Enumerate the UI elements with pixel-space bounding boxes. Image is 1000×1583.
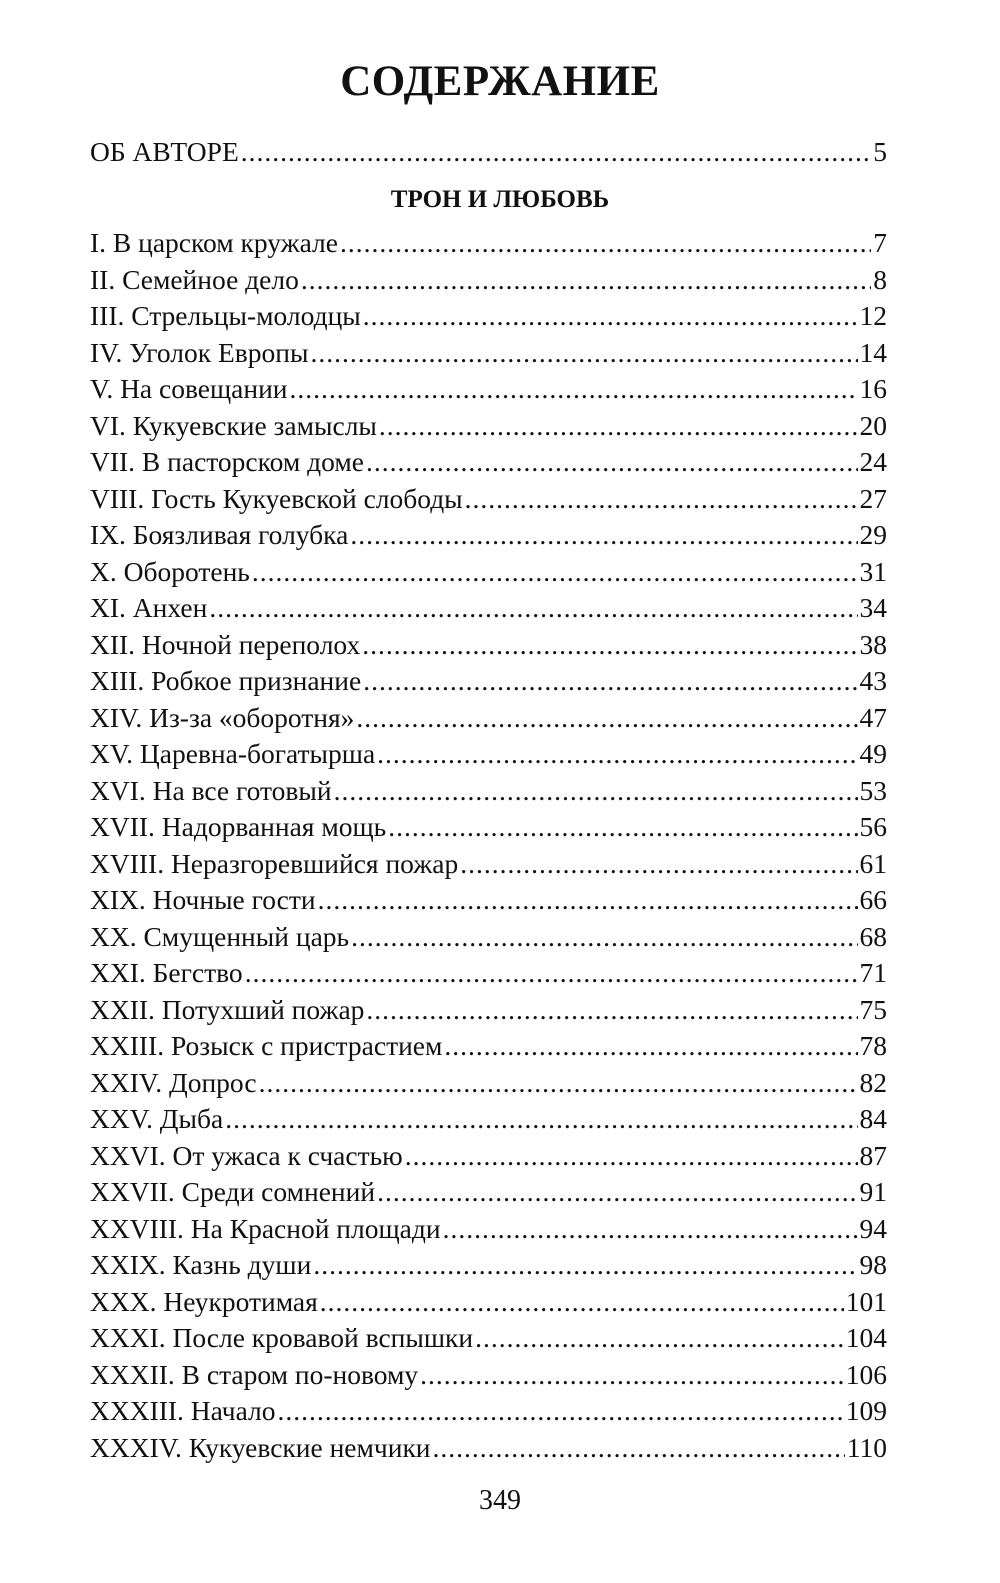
toc-entry-text: XXIX. Казнь души: [90, 1249, 312, 1280]
dot-leader: [350, 517, 857, 553]
toc-entry-page: 110: [846, 1431, 887, 1463]
dot-leader: [460, 846, 857, 882]
toc-entry-text: XVIII. Неразгоревшийся пожар: [90, 847, 459, 879]
toc-entry: [90, 773, 887, 809]
dot-leader: [351, 919, 857, 955]
toc-entry-page: 82: [859, 1066, 887, 1098]
toc-entry: [90, 298, 887, 334]
dot-leader: [252, 554, 858, 590]
toc-entry-page: 7: [873, 227, 887, 258]
toc-entry: [90, 919, 887, 955]
dot-leader: [241, 134, 871, 170]
toc-entry: [90, 1065, 887, 1101]
dot-leader: [377, 1174, 857, 1210]
toc-entry-text: XXVIII. На Красной площади: [90, 1212, 441, 1244]
toc-entry-page: 71: [859, 957, 887, 988]
dot-leader: [443, 1211, 858, 1247]
toc-entry-page: 49: [859, 738, 887, 769]
toc-entry-page: 106: [845, 1358, 887, 1390]
toc-entry-page: 75: [859, 993, 887, 1025]
dot-leader: [313, 1247, 857, 1283]
section-heading: ТРОН И ЛЮБОВЬ: [390, 186, 610, 213]
toc-entry-page: 87: [859, 1139, 887, 1171]
toc-entry-page: 91: [859, 1176, 887, 1207]
dot-leader: [465, 481, 858, 517]
toc-entry-about-author: [90, 134, 887, 170]
toc-entry: [90, 590, 887, 626]
toc-entry-text: IV. Уголок Европы: [90, 336, 309, 368]
toc-entry-page: 104: [845, 1322, 887, 1353]
toc-entry: [90, 846, 887, 882]
toc-entry-text: VIII. Гость Кукуевской слободы: [90, 482, 463, 514]
toc-entry-text: X. Оборотень: [90, 555, 250, 587]
toc-entry-text: XXII. Потухший пожар: [90, 993, 365, 1025]
toc-entry-text: ОБ АВТОРЕ: [90, 136, 239, 167]
dot-leader: [388, 809, 857, 845]
toc-entry-page: 14: [859, 336, 887, 368]
toc-entry-text: XX. Смущенный царь: [90, 920, 350, 952]
toc-entry-text: XXXII. В старом по-новому: [90, 1358, 419, 1390]
toc-entry-text: XVII. Надорванная мощь: [90, 811, 387, 842]
dot-leader: [420, 1357, 844, 1393]
toc-entry: [90, 371, 887, 407]
dot-leader: [405, 1138, 858, 1174]
toc-entry-page: 31: [859, 555, 887, 587]
toc-entry: [90, 517, 887, 553]
toc-entry: [90, 627, 887, 663]
toc-entry: [90, 1028, 887, 1064]
toc-entry: [90, 700, 887, 736]
toc-entry-text: VI. Кукуевские замыслы: [90, 409, 377, 441]
toc-entry: [90, 225, 887, 261]
toc-entry-page: 78: [859, 1030, 887, 1061]
toc-entry: [90, 444, 887, 480]
toc-entry-page: 94: [859, 1212, 887, 1244]
toc-entry-page: 20: [859, 409, 887, 441]
toc-entry-text: IX. Боязливая голубка: [90, 519, 349, 550]
toc-entry-text: XXI. Бегство: [90, 957, 243, 988]
toc-entry-text: XXIV. Допрос: [90, 1066, 257, 1098]
toc-entry: [90, 809, 887, 845]
dot-leader: [340, 225, 871, 261]
toc-entry: [90, 408, 887, 444]
dot-leader: [310, 335, 857, 371]
toc-entry-text: XI. Анхен: [90, 592, 208, 623]
toc-entry-text: XIV. Из-за «оборотня»: [90, 701, 355, 733]
dot-leader: [356, 700, 857, 736]
dot-leader: [334, 773, 858, 809]
toc-entry-page: 29: [859, 519, 887, 550]
page-title: СОДЕРЖАНИЕ: [340, 58, 660, 105]
dot-leader: [379, 408, 858, 444]
dot-leader: [475, 1320, 844, 1356]
toc-entry-page: 12: [859, 300, 887, 331]
toc-entry: [90, 1357, 887, 1393]
toc-entry-page: 47: [859, 701, 887, 733]
toc-entry-page: 98: [859, 1249, 887, 1280]
toc-entry: [90, 1430, 887, 1466]
toc-entry-page: 27: [859, 482, 887, 514]
toc-entry-text: XXX. Неукротимая: [90, 1285, 318, 1317]
toc-entry: [90, 1284, 887, 1320]
toc-entry-text: XV. Царевна-богатырша: [90, 738, 376, 769]
toc-entry-page: 66: [859, 884, 887, 915]
toc-entry-page: 5: [873, 136, 887, 167]
toc-entry-page: 16: [859, 373, 887, 404]
toc-entry: [90, 736, 887, 772]
dot-leader: [290, 371, 858, 407]
toc-entry-text: XIX. Ночные гости: [90, 884, 316, 915]
toc-entry-page: 68: [859, 920, 887, 952]
toc-entry: [90, 955, 887, 991]
dot-leader: [245, 955, 858, 991]
toc-entry: [90, 335, 887, 371]
dot-leader: [209, 590, 857, 626]
toc-entry-page: 34: [859, 592, 887, 623]
dot-leader: [363, 663, 857, 699]
toc-entry: [90, 1247, 887, 1283]
toc-entry: [90, 554, 887, 590]
toc-entry-page: 61: [859, 847, 887, 879]
toc-entry-text: II. Семейное дело: [90, 263, 299, 295]
toc-entry-page: 43: [859, 665, 887, 696]
toc-entry: [90, 262, 887, 298]
dot-leader: [259, 1065, 858, 1101]
dot-leader: [362, 627, 857, 663]
toc-entry: [90, 1393, 887, 1429]
toc-entry-page: 84: [859, 1103, 887, 1134]
dot-leader: [278, 1393, 844, 1429]
toc-entry-text: XXVII. Среди сомнений: [90, 1176, 376, 1207]
toc-entry-text: XXXI. После кровавой вспышки: [90, 1322, 474, 1353]
toc-entry-page: 101: [845, 1285, 887, 1317]
toc-entry-text: XIII. Робкое признание: [90, 665, 362, 696]
dot-leader: [318, 882, 858, 918]
toc-entry-text: I. В царском кружале: [90, 227, 338, 258]
toc-entry: [90, 1174, 887, 1210]
toc-entry: [90, 882, 887, 918]
toc-entry-text: VII. В пасторском доме: [90, 446, 364, 477]
toc-entry-text: III. Стрельцы-молодцы: [90, 300, 361, 331]
toc-entry: [90, 1211, 887, 1247]
dot-leader: [444, 1028, 857, 1064]
toc-entry-text: XXXIII. Начало: [90, 1395, 276, 1426]
toc-entry-text: XXV. Дыба: [90, 1103, 224, 1134]
toc-entry-text: XXIII. Розыск с пристрастием: [90, 1030, 443, 1061]
toc-entry: [90, 992, 887, 1028]
dot-leader: [433, 1430, 845, 1466]
dot-leader: [377, 736, 857, 772]
toc-entry-text: XII. Ночной переполох: [90, 628, 361, 660]
dot-leader: [363, 298, 858, 334]
toc-entry-text: XVI. На все готовый: [90, 774, 332, 806]
toc-entry-page: 38: [859, 628, 887, 660]
toc-entry: [90, 1138, 887, 1174]
dot-leader: [366, 444, 858, 480]
dot-leader: [320, 1284, 844, 1320]
toc-entry: [90, 663, 887, 699]
toc-entry-text: V. На совещании: [90, 373, 288, 404]
toc-entry: [90, 481, 887, 517]
toc-entry-page: 109: [845, 1395, 887, 1426]
dot-leader: [301, 262, 871, 298]
toc-entry-page: 56: [859, 811, 887, 842]
page-number: 349: [479, 1485, 521, 1516]
toc-entry: [90, 1320, 887, 1356]
toc-entry-page: 53: [859, 774, 887, 806]
toc-entry-page: 24: [859, 446, 887, 477]
toc-entry: [90, 1101, 887, 1137]
toc-entry-text: XXVI. От ужаса к счастью: [90, 1139, 403, 1171]
dot-leader: [225, 1101, 857, 1137]
toc-entry-text: XXXIV. Кукуевские немчики: [90, 1431, 431, 1463]
toc-entry-page: 8: [873, 263, 887, 295]
dot-leader: [366, 992, 857, 1028]
